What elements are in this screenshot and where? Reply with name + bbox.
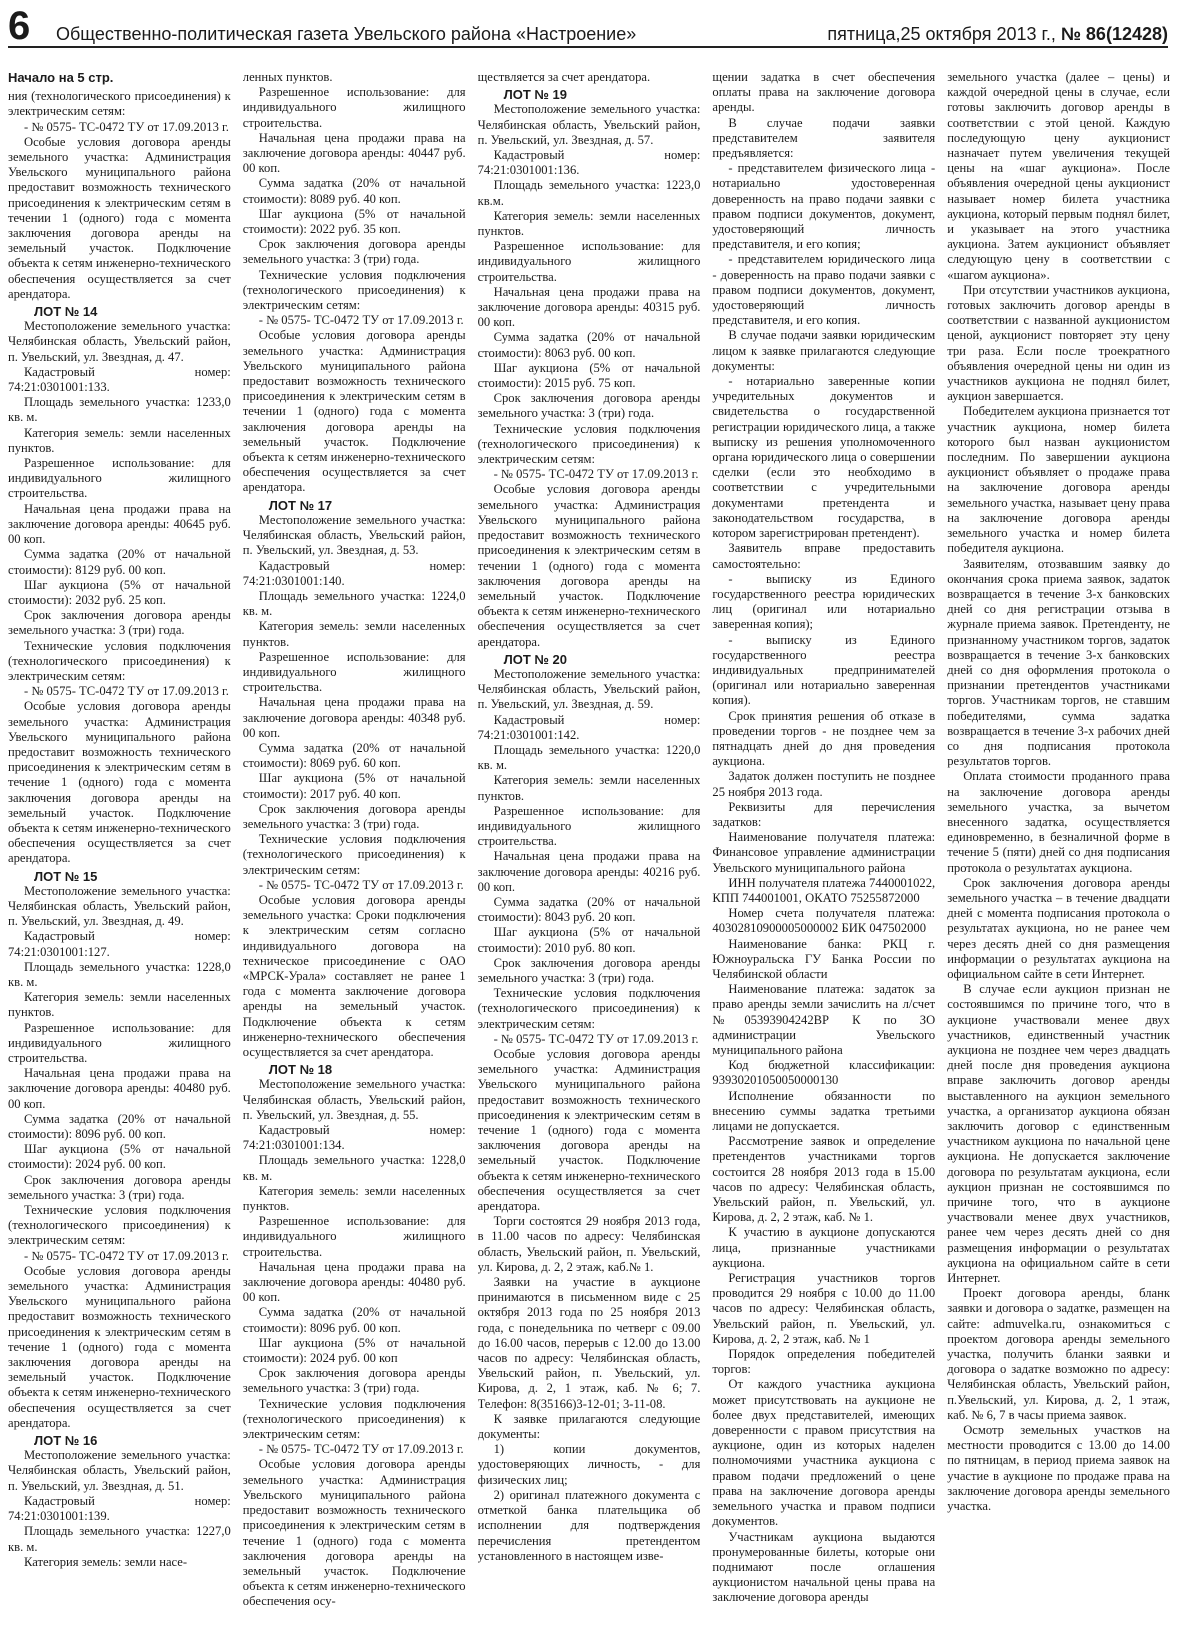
- text-paragraph: - нотариально заверенные копии учредительных документов и свидетельства о государственной регистрации юридического лица, а также выписку из решения уполномоченного органа юридического лица о совершении сделки (если это необходимо в соответствии с учредительными документами претендента и законодательством государства, в котором зарегистрирован претендент).: [712, 374, 936, 541]
- text-paragraph: Заявки на участие в аукционе принимаются в письменном виде с 25 октября 2013 года по 25 ноября 2013 года, с понедельника по четверг с 09.00 до 16.00 часов, перерыв с 12.00 до 13.00 часов по адресу: Челябинская область, Увельский район, п. Увельский, ул. Кирова, д. 2, 1 этаж, каб. № 6; 7. Телефон: 8(35166)3-12-01; 3-11-08.: [477, 1275, 701, 1411]
- text-paragraph: ленных пунктов.: [242, 70, 333, 84]
- text-paragraph: Кадастровый номер: 74:21:0301001:133.: [8, 364, 231, 395]
- text-paragraph: - № 0575- ТС-0472 ТУ от 17.09.2013 г.: [24, 684, 229, 699]
- text-paragraph: Разрешенное использование: для индивидуального жилищного строительства.: [242, 649, 466, 695]
- text-paragraph: Начальная цена продажи права на заключение договора аренды: 40447 руб. 00 коп.: [242, 130, 466, 176]
- text-paragraph: ИНН получателя платежа 7440001022, КПП 744001001, ОКАТО 75255872000: [712, 875, 936, 905]
- text-paragraph: Площадь земельного участка: 1224,0 кв. м.: [242, 588, 466, 619]
- text-paragraph: Шаг аукциона (5% от начальной стоимости): 2032 руб. 25 коп.: [8, 577, 231, 607]
- text-paragraph: Победителем аукциона признается тот участник аукциона, номер билета которого был назван аукционистом последним. По завершении аукциона аукционист объявляет о продаже права на заключение договора аренды земельного участка, называет цену права на заключение договора аренды земельного участка и номер билета победителя аукциона.: [947, 404, 1170, 556]
- text-paragraph: В случае если аукцион признан не состоявшимся по причине того, что в аукционе участвовали менее двух участников, единственный участник аукциона не позднее чем через двадцать дней после дня проведения аукциона вправе заключить договор аренды выставленного на аукцион земельного участка, а организатор аукциона обязан заключить договор с единственным участником аукциона по начальной цене аукциона. Не допускается заключение договора по результатам аукциона, если аукцион признан не состоявшимся по причине того, что в аукционе участвовали менее двух участников, ранее чем через десять дней со дня размещения информации о результатах аукциона на официальном сайте в сети Интернет.: [947, 982, 1170, 1286]
- text-paragraph: - № 0575- ТС-0472 ТУ от 17.09.2013 г.: [258, 1442, 464, 1457]
- text-paragraph: Шаг аукциона (5% от начальной стоимости): 2017 руб. 40 коп.: [242, 771, 466, 801]
- lot-heading: ЛОТ № 20: [503, 651, 567, 667]
- text-paragraph: Шаг аукциона (5% от начальной стоимости): 2024 руб. 00 коп.: [8, 1142, 231, 1172]
- text-paragraph: Наименование платежа: задаток за право аренды земли зачислить на л/счет №05393904242ВР К по ЗО администрации Увельского муниципального района: [712, 982, 936, 1057]
- text-paragraph: Начальная цена продажи права на заключение договора аренды: 40348 руб. 00 коп.: [242, 695, 466, 740]
- text-paragraph: Заявителям, отозвавшим заявку до окончания срока приема заявок, задаток возвращается в течение 3-х банковских дней со дня регистрации отзыва в журнале приема заявок. Претенденту, не признанному участником торгов, задаток возвращается в течение 3-х банковских дней со дня оформления протокола о признании претендентов участниками торгов. Участникам торгов, не ставшим победителями, сумма задатка возвращается в течение 3-х рабочих дней со дня подписания протокола результатов торгов.: [947, 556, 1170, 769]
- text-paragraph: При отсутствии участников аукциона, готовых заключить договор аренды в соответствии с названной аукционистом ценой, аукционист повторяет эту цену три раза. Если после троекратного объявления очередной цены ни один из участников аукциона не поднял билет, аукцион завершается.: [947, 282, 1170, 404]
- text-paragraph: Шаг аукциона (5% от начальной стоимости): 2022 руб. 35 коп.: [242, 206, 466, 237]
- text-paragraph: Осмотр земельных участков на местности проводится с 13.00 до 14.00 по пятницам, в период приема заявок на участие в аукционе по продаже права на заключение договора аренды земельного участка.: [947, 1423, 1170, 1514]
- text-paragraph: Категория земель: земли насе-: [24, 1554, 188, 1569]
- text-paragraph: К участию в аукционе допускаются лица, признанные участниками аукциона.: [712, 1225, 936, 1270]
- text-paragraph: Технические условия подключения (технологического присоединения) к электрическим сетям:: [242, 832, 466, 877]
- text-paragraph: - выписку из Единого государственного реестра юридических лиц (оригинал или нотариально заверенная копия);: [712, 571, 936, 632]
- text-paragraph: - выписку из Единого государственного реестра индивидуальных предпринимателей (оригинал или нотариально заверенная копия).: [712, 632, 936, 708]
- text-paragraph: Технические условия подключения (технологического присоединения) к электрическим сетям:: [8, 638, 231, 683]
- text-paragraph: Задаток должен поступить не позднее 25 ноября 2013 года.: [712, 769, 936, 799]
- text-paragraph: Сумма задатка (20% от начальной стоимости): 8096 руб. 00 коп.: [242, 1305, 466, 1335]
- text-paragraph: Заявитель вправе предоставить самостоятельно:: [712, 541, 936, 571]
- text-paragraph: От каждого участника аукциона может присутствовать на аукционе не более двух представителей, имеющих доверенности с правом присутствия на аукционе, один из которых наделен полномочиями участника аукциона с правом подачи предложений о цене права на заключение договора аренды земельного участка и правом подписи документов.: [712, 1377, 936, 1529]
- text-paragraph: Особые условия договора аренды земельного участка: Администрация Увельского муниципального района предоставит возможность технического присоединения к электрическим сетям в течение 1 (одного) года с момента заключения договора аренды на земельный участок. Подключение объекта к сетям инженерно-технического обеспечения осу-: [242, 1457, 466, 1609]
- text-paragraph: - представителем физического лица - нотариально удостоверенная доверенность на право подачи заявки с правом подписи документов, документ, удостоверяющий личность представителя, и его копия;: [712, 161, 936, 252]
- text-paragraph: Срок заключения договора аренды земельного участка: 3 (три) года.: [477, 391, 701, 421]
- text-paragraph: Начальная цена продажи права на заключение договора аренды: 40480 руб. 00 коп.: [8, 1066, 231, 1111]
- text-paragraph: Сумма задатка (20% от начальной стоимости): 8129 руб. 00 коп.: [8, 547, 231, 577]
- text-paragraph: 2) оригинал платежного документа с отметкой банка плательщика об исполнении для подтверждения перечисления претендентом установленного в настоящем изве-: [477, 1487, 701, 1563]
- text-paragraph: щении задатка в счет обеспечения оплаты права на заключение договора аренды.: [712, 70, 936, 115]
- text-paragraph: Особые условия договора аренды земельного участка: Администрация Увельского муниципального района предоставит возможность технического присоединения к электрическим сетям в течении 1 (одного) года с момента заключения договора аренды на земельный участок. Подключение объекта к сетям инженерно-технического обеспечения осуществляется за счет арендатора.: [242, 328, 466, 495]
- text-paragraph: Срок заключения договора аренды земельного участка: 3 (три) года.: [477, 955, 701, 985]
- text-paragraph: Местоположение земельного участка: Челябинская область, Увельский район, п. Увельский, ул. Звездная, д. 49.: [8, 883, 231, 929]
- text-paragraph: Площадь земельного участка: 1228,0 кв. м.: [8, 959, 231, 989]
- text-paragraph: Срок заключения договора аренды земельного участка: 3 (три) года.: [242, 801, 466, 831]
- text-paragraph: Разрешенное использование: для индивидуального жилищного строительства.: [242, 85, 466, 130]
- text-paragraph: Наименование получателя платежа: Финансовое управление администрации Увельского муниципального района: [712, 830, 936, 875]
- text-paragraph: Местоположение земельного участка: Челябинская область, Увельский район, п. Увельский, ул. Звездная, д. 57.: [477, 102, 701, 147]
- text-paragraph: Срок заключения договора аренды земельного участка: 3 (три) года.: [8, 608, 231, 638]
- text-paragraph: - представителем юридического лица - доверенность на право подачи заявки с правом подписи документов, документ, удостоверяющий личность представителя, и его копия.: [712, 252, 936, 328]
- page-header: [8, 6, 1168, 48]
- text-paragraph: Особые условия договора аренды земельного участка: Администрация Увельского муниципального района предоставит возможность технического присоединения к электрическим сетям в течение 1 (одного) года с момента заключения договора аренды на земельный участок. Подключение объекта к сетям инженерно-технического обеспечения осуществляется за счет арендатора.: [477, 1047, 701, 1214]
- text-paragraph: Шаг аукциона (5% от начальной стоимости): 2010 руб. 80 коп.: [477, 925, 701, 955]
- text-paragraph: Местоположение земельного участка: Челябинская область, Увельский район, п. Увельский, ул. Звездная, д. 55.: [242, 1077, 466, 1122]
- text-paragraph: Срок заключения договора аренды земельного участка: 3 (три) года.: [8, 1172, 231, 1202]
- text-paragraph: Исполнение обязанности по внесению суммы задатка третьими лицами не допускается.: [712, 1088, 936, 1134]
- text-paragraph: Торги состоятся 29 ноября 2013 года, в 11.00 часов по адресу: Челябинская область, Увельский район, п. Увельский, ул. Кирова, д. 2, 2 этаж, каб.№ 1.: [477, 1214, 701, 1274]
- text-column-3: [478, 70, 701, 1645]
- text-paragraph: Сумма задатка (20% от начальной стоимости): 8063 руб. 00 коп.: [477, 330, 701, 360]
- text-paragraph: Начальная цена продажи права на заключение договора аренды: 40645 руб. 00 коп.: [8, 501, 231, 547]
- text-paragraph: Категория земель: земли населенных пунктов.: [477, 773, 701, 803]
- text-paragraph: Кадастровый номер: 74:21:0301001:142.: [477, 712, 701, 742]
- text-paragraph: Сумма задатка (20% от начальной стоимости): 8043 руб. 20 коп.: [477, 894, 701, 925]
- text-paragraph: Участникам аукциона выдаются пронумерованные билеты, которые они поднимают после оглашения аукционистом начальной цены права на заключение договора аренды: [712, 1529, 936, 1605]
- text-paragraph: Особые условия договора аренды земельного участка: Администрация Увельского муниципального района предоставит возможность технического присоединения к электрическим сетям в течении 1 (одного) года с момента заключения договора аренды на земельный участок. Подключение объекта к сетям инженерно-технического обеспечения осуществляется за счет арендатора.: [477, 482, 701, 649]
- text-paragraph: Особые условия договора аренды земельного участка: Администрация Увельского муниципального района предоставит возможность технического присоединения к электрическим сетям в течении 1 (одного) года с момента заключения договора аренды на земельный участок. Подключение объекта к сетям инженерно-технического обеспечения осуществляется за счет арендатора.: [8, 134, 231, 301]
- text-paragraph: Технические условия подключения (технологического присоединения) к электрическим сетям:: [242, 267, 466, 313]
- text-column-1: [8, 70, 231, 1645]
- text-paragraph: Площадь земельного участка: 1228,0 кв. м.: [242, 1153, 466, 1183]
- text-column-2: [243, 70, 466, 1645]
- lot-heading: ЛОТ № 14: [34, 304, 98, 320]
- text-paragraph: Категория земель: земли населенных пунктов.: [8, 990, 231, 1020]
- text-paragraph: Площадь земельного участка: 1233,0 кв. м.: [8, 395, 231, 425]
- text-paragraph: Кадастровый номер: 74:21:0301001:139.: [8, 1493, 231, 1524]
- text-paragraph: Номер счета получателя платежа: 40302810900005000002 БИК 047502000: [712, 906, 936, 936]
- text-paragraph: Кадастровый номер: 74:21:0301001:134.: [242, 1123, 466, 1153]
- text-paragraph: Категория земель: земли населенных пунктов.: [8, 425, 231, 455]
- text-paragraph: Регистрация участников торгов проводится 29 ноября с 10.00 до 11.00 часов по адресу: Челябинская область, Увельский район, п. Увельский, ул. Кирова, д. 2, 2 этаж, каб. № 1: [712, 1271, 936, 1346]
- text-paragraph: Местоположение земельного участка: Челябинская область, Увельский район, п. Увельский, ул. Звездная, д. 51.: [8, 1448, 231, 1493]
- text-paragraph: Проект договора аренды, бланк заявки и договора о задатке, размещен на сайте: admuvelka.ru, ознакомиться с проектом договора аренды земельного участка, получить бланки заявки и договора о задатке возможно по адресу: Челябинская область, Увельский район, п.Увельский, ул. Кирова, д. 2, 1 этаж, каб. № 6, 7 в часы приема заявок.: [947, 1286, 1170, 1422]
- lot-heading: ЛОТ № 18: [268, 1062, 333, 1078]
- lot-heading: ЛОТ № 15: [34, 868, 98, 884]
- text-paragraph: Сумма задатка (20% от начальной стоимости): 8096 руб. 00 коп.: [8, 1111, 231, 1142]
- text-paragraph: Кадастровый номер: 74:21:0301001:140.: [242, 558, 466, 588]
- text-paragraph: Кадастровый номер: 74:21:0301001:136.: [477, 148, 701, 178]
- text-paragraph: - № 0575- ТС-0472 ТУ от 17.09.2013 г.: [24, 1248, 229, 1263]
- text-paragraph: Реквизиты для перечисления задатков:: [712, 799, 936, 829]
- text-paragraph: Категория земель: земли населенных пунктов.: [477, 208, 701, 239]
- text-paragraph: Шаг аукциона (5% от начальной стоимости): 2024 руб. 00 коп: [242, 1335, 466, 1366]
- text-paragraph: Технические условия подключения (технологического присоединения) к электрическим сетям:: [477, 421, 701, 467]
- text-paragraph: Начальная цена продажи права на заключение договора аренды: 40216 руб. 00 коп.: [477, 849, 701, 894]
- text-paragraph: Особые условия договора аренды земельного участка: Администрация Увельского муниципального района предоставит возможность технического присоединения к электрическим сетям в течение 1 (одного) года с момента заключения договора аренды на земельный участок. Подключение объекта к сетям инженерно-технического обеспечения осуществляется за счет арендатора.: [8, 1263, 231, 1430]
- text-paragraph: Сумма задатка (20% от начальной стоимости): 8089 руб. 40 коп.: [242, 176, 466, 206]
- text-paragraph: Категория земель: земли населенных пунктов.: [242, 619, 466, 649]
- text-paragraph: земельного участка (далее – цены) и каждой очередной цены в случае, если готовы заключить договор аренды в соответствии с этой ценой. Каждую последующую цену аукционист назначает путем увеличения текущей цены на «шаг аукциона». После объявления очередной цены аукционист называет номер билета участника аукциона, который первым поднял билет, и указывает на этого участника аукциона. Затем аукционист объявляет следующую цену в соответствии с «шагом аукциона».: [947, 70, 1170, 282]
- text-paragraph: Шаг аукциона (5% от начальной стоимости): 2015 руб. 75 коп.: [477, 360, 701, 391]
- lot-heading: ЛОТ № 16: [34, 1433, 98, 1449]
- page-number: 6: [8, 4, 31, 48]
- article-body: [8, 70, 1170, 1645]
- text-paragraph: Срок заключения договора аренды земельного участка: 3 (три) года.: [242, 1366, 466, 1396]
- continuation-note: Начало на 5 стр.: [8, 70, 114, 85]
- text-paragraph: Код бюджетной классификации: 93930201050050000130: [712, 1058, 936, 1088]
- text-paragraph: Площадь земельного участка: 1227,0 кв. м.: [8, 1524, 231, 1554]
- text-paragraph: Начальная цена продажи права на заключение договора аренды: 40480 руб. 00 коп.: [242, 1259, 466, 1305]
- text-column-4: [712, 70, 935, 1645]
- text-paragraph: ществляется за счет арендатора.: [477, 70, 651, 84]
- text-paragraph: Разрешенное использование: для индивидуального жилищного строительства.: [242, 1214, 466, 1259]
- text-paragraph: Срок заключения договора аренды земельного участка – в течение двадцати дней с момента подписания протокола о результатах аукциона, но не ранее чем через десять дней со дня размещения информации о результатах аукциона на официальном сайте в сети Интернет.: [947, 875, 1170, 981]
- text-paragraph: Разрешенное использование: для индивидуального жилищного строительства.: [8, 456, 231, 501]
- text-paragraph: Технические условия подключения (технологического присоединения) к электрическим сетям:: [242, 1396, 466, 1442]
- text-paragraph: Площадь земельного участка: 1220,0 кв. м.: [477, 742, 701, 773]
- text-paragraph: Сумма задатка (20% от начальной стоимости): 8069 руб. 60 коп.: [242, 740, 466, 771]
- text-paragraph: К заявке прилагаются следующие документы:: [477, 1411, 701, 1442]
- text-paragraph: ния (технологического присоединения) к электрическим сетям:: [8, 89, 231, 119]
- issue-info: [827, 22, 1168, 46]
- text-paragraph: 1) копии документов, удостоверяющих личность, - для физических лиц;: [477, 1442, 701, 1487]
- text-paragraph: Площадь земельного участка: 1223,0 кв.м.: [477, 178, 701, 208]
- text-paragraph: Разрешенное использование: для индивидуального жилищного строительства.: [477, 803, 701, 849]
- text-paragraph: Оплата стоимости проданного права на заключение договора аренды земельного участка, за вычетом внесенного задатка, осуществляется единовременно, в безналичной форме в течение 5 (пяти) дней со дня подписания протокола о результатах аукциона.: [947, 769, 1170, 875]
- text-paragraph: Кадастровый номер: 74:21:0301001:127.: [8, 929, 231, 959]
- text-paragraph: Категория земель: земли населенных пунктов.: [242, 1183, 466, 1214]
- lot-heading: ЛОТ № 17: [268, 497, 333, 513]
- text-paragraph: Порядок определения победителей торгов:: [712, 1347, 936, 1377]
- text-paragraph: Особые условия договора аренды земельного участка: Сроки подключения к электрическим сетям согласно индивидуального договора на техническое присоединение с ОАО «МРСК-Урала» составляет не ранее 1 года с момента заключение договора аренды на земельный участок. Подключение объекта к сетям инженерно-технического обеспечения осуществляется за счет арендатора.: [242, 892, 466, 1059]
- lot-heading: ЛОТ № 19: [503, 87, 567, 103]
- text-paragraph: Срок принятия решения об отказе в проведении торгов - не позднее чем за пятнадцать дней до дня проведения аукциона.: [712, 708, 936, 769]
- text-paragraph: Срок заключения договора аренды земельного участка: 3 (три) года.: [242, 237, 466, 267]
- text-paragraph: В случае подачи заявки представителем заявителя предъявляется:: [712, 115, 936, 161]
- text-paragraph: Местоположение земельного участка: Челябинская область, Увельский район, п. Увельский, ул. Звездная, д. 47.: [8, 319, 231, 364]
- text-paragraph: - № 0575- ТС-0472 ТУ от 17.09.2013 г.: [24, 119, 229, 134]
- text-paragraph: Разрешенное использование: для индивидуального жилищного строительства.: [8, 1020, 231, 1065]
- text-paragraph: Местоположение земельного участка: Челябинская область, Увельский район, п. Увельский, ул. Звездная, д. 59.: [477, 666, 701, 712]
- text-paragraph: - № 0575- ТС-0472 ТУ от 17.09.2013 г.: [258, 877, 464, 892]
- text-paragraph: Местоположение земельного участка: Челябинская область, Увельский район, п. Увельский, ул. Звездная, д. 53.: [242, 512, 466, 558]
- issue-number: № 86(12428): [1060, 24, 1168, 44]
- text-column-5: [947, 70, 1170, 1645]
- text-paragraph: Начальная цена продажи права на заключение договора аренды: 40315 руб. 00 коп.: [477, 284, 701, 330]
- text-paragraph: Технические условия подключения (технологического присоединения) к электрическим сетям:: [477, 986, 701, 1031]
- text-paragraph: В случае подачи заявки юридическим лицом к заявке прилагаются следующие документы:: [712, 328, 936, 373]
- text-paragraph: - № 0575- ТС-0472 ТУ от 17.09.2013 г.: [258, 313, 464, 328]
- issue-date: пятница,25 октября 2013 г.,: [827, 24, 1061, 44]
- newspaper-title: Общественно-политическая газета Увельского района «Настроение»: [56, 24, 637, 44]
- text-paragraph: Рассмотрение заявок и определение претендентов участниками торгов состоится 28 ноября 2013 года в 15.00 часов по адресу: Челябинская область, Увельский район, п. Увельский, ул. Кирова, д. 2, 2 этаж, каб. № 1.: [712, 1134, 936, 1225]
- text-paragraph: - № 0575- ТС-0472 ТУ от 17.09.2013 г.: [493, 1031, 699, 1046]
- text-paragraph: Разрешенное использование: для индивидуального жилищного строительства.: [477, 239, 701, 284]
- text-paragraph: Технические условия подключения (технологического присоединения) к электрическим сетям:: [8, 1203, 231, 1248]
- text-paragraph: - № 0575- ТС-0472 ТУ от 17.09.2013 г.: [493, 467, 699, 482]
- text-paragraph: Наименование банка: РКЦ г. Южноуральска ГУ Банка России по Челябинской области: [712, 936, 936, 981]
- text-paragraph: Особые условия договора аренды земельного участка: Администрация Увельского муниципального района предоставит возможность технического присоединения к электрическим сетям в течение 1 (одного) года с момента заключения договора аренды на земельный участок. Подключение объекта к сетям инженерно-технического обеспечения осуществляется за счет арендатора.: [8, 699, 231, 866]
